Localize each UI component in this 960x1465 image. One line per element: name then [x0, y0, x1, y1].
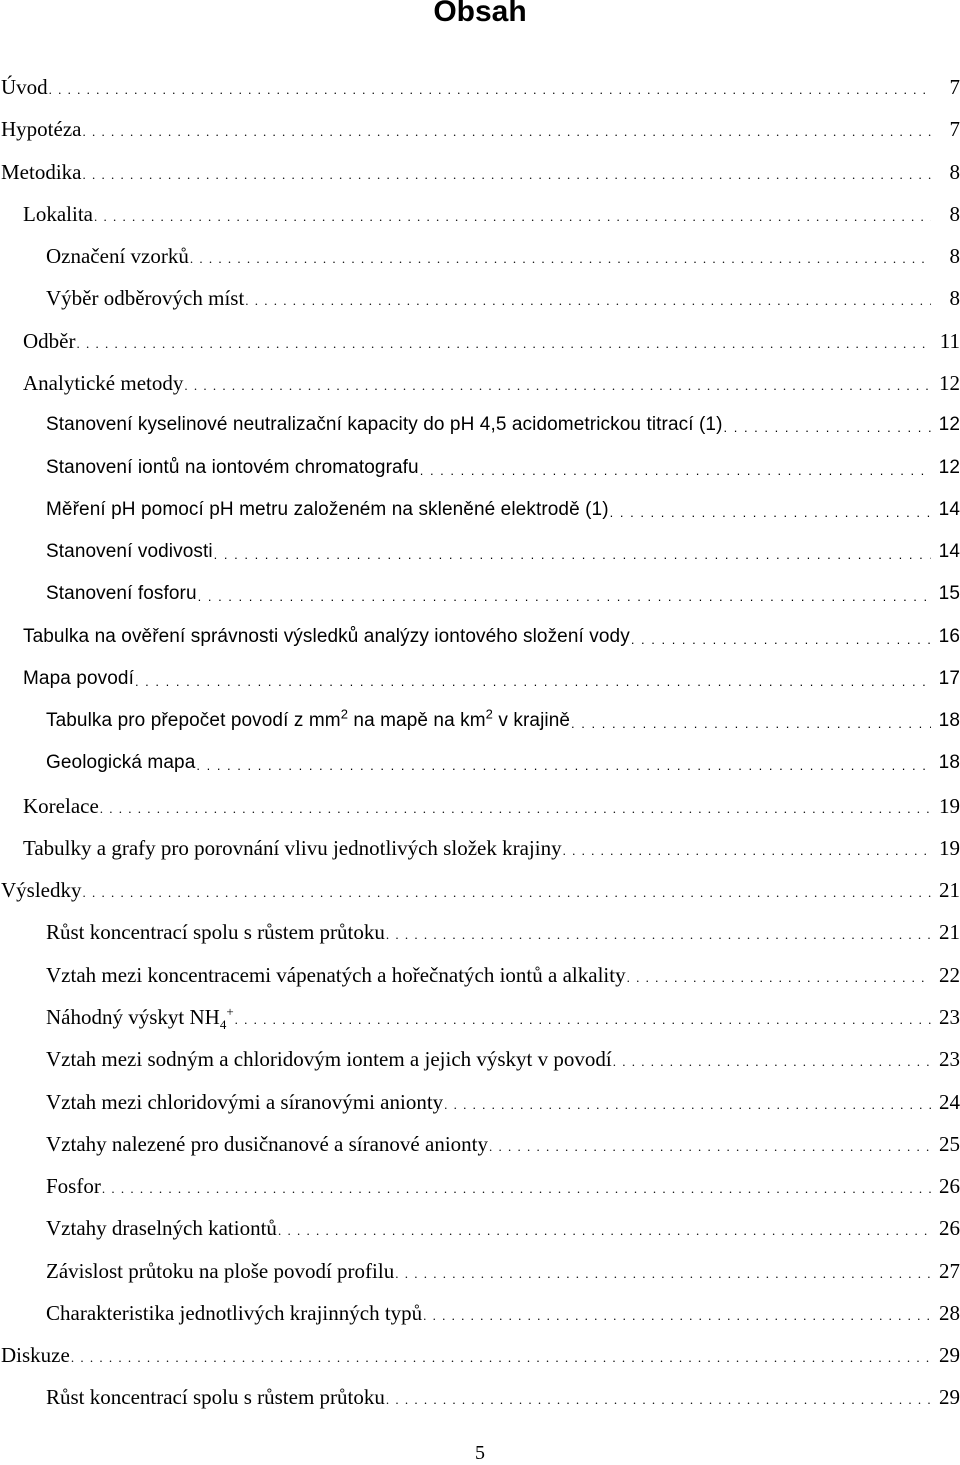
toc-entry[interactable] [0, 700, 960, 742]
toc-entry-text: Mapa povodí [23, 667, 134, 689]
toc-page-number: 11 [939, 328, 960, 353]
toc-page-number: 29 [939, 1385, 960, 1410]
toc-entry-title [1, 878, 82, 902]
toc-entry[interactable] [0, 1376, 960, 1418]
toc-entry[interactable] [0, 362, 960, 404]
toc-entry[interactable] [0, 615, 960, 657]
toc-entry-title [23, 202, 93, 226]
dot-leader [724, 416, 932, 440]
toc-page-number: 23 [939, 1047, 960, 1072]
dot-leader [135, 670, 931, 694]
toc-entry-title [46, 1132, 488, 1156]
toc-entry-text: Lokalita [23, 201, 93, 226]
toc-entry-superscript: 2 [485, 706, 494, 722]
dot-leader [102, 1177, 931, 1201]
toc-page-number: 27 [939, 1258, 960, 1283]
dot-leader [613, 1050, 931, 1074]
toc-entry[interactable] [0, 66, 960, 108]
dot-leader [631, 628, 931, 652]
toc-entry[interactable] [0, 446, 960, 488]
toc-entry-title [46, 1090, 443, 1114]
toc-entry-text: Stanovení fosforu [46, 583, 197, 605]
toc-entry-text: Výběr odběrových míst [46, 286, 245, 311]
toc-entry[interactable] [0, 827, 960, 869]
toc-page-number: 14 [938, 498, 960, 520]
toc-entry-text: Diskuze [1, 1343, 70, 1368]
toc-page-number: 21 [939, 920, 960, 945]
toc-entry-title [23, 836, 562, 860]
toc-entry-title [46, 1047, 612, 1071]
toc-entry-text: Vztah mezi sodným a chloridovým iontem a jejich výskyt v povodí [46, 1047, 612, 1072]
toc-page-number: 26 [939, 1216, 960, 1241]
dot-leader [49, 78, 931, 102]
toc-entry-text: Geologická mapa [46, 752, 196, 774]
toc-entry-text: Růst koncentrací spolu s růstem průtoku [46, 1385, 385, 1410]
toc-entry-text: Tabulky a grafy pro porovnání vlivu jednotlivých složek krajiny [23, 835, 562, 860]
toc-entry-title [23, 329, 75, 353]
dot-leader [386, 1388, 931, 1412]
toc-page-number: 18 [938, 752, 960, 774]
toc-entry-title [46, 1174, 101, 1198]
toc-entry-subscript: 4 [219, 1017, 227, 1033]
toc-entry-superscript: 2 [340, 706, 349, 722]
toc-page-number: 12 [938, 456, 960, 478]
toc-entry[interactable] [0, 404, 960, 446]
toc-entry[interactable] [0, 785, 960, 827]
toc-entry-text: Hypotéza [1, 117, 82, 142]
toc-entry[interactable] [0, 1038, 960, 1080]
toc-entry-title [1, 160, 81, 184]
toc-entry[interactable] [0, 1165, 960, 1207]
dot-leader [82, 163, 931, 187]
toc-entry-text: Vztah mezi chloridovými a síranovými anionty [46, 1089, 444, 1114]
toc-entry-title [46, 1216, 277, 1240]
toc-entry[interactable] [0, 996, 960, 1038]
toc-entry-text: Stanovení iontů na iontovém chromatografu [46, 456, 419, 478]
dot-leader [627, 966, 931, 990]
toc-entry-title [46, 244, 189, 268]
toc-entry[interactable] [0, 1080, 960, 1122]
page-title: Obsah [433, 0, 527, 28]
toc-entry[interactable] [0, 277, 960, 319]
table-of-contents [0, 66, 960, 1419]
dot-leader [71, 1346, 931, 1370]
toc-entry-title [46, 456, 419, 480]
toc-entry-text: Úvod [1, 75, 48, 100]
dot-leader [423, 1304, 931, 1328]
toc-entry-text: Tabulka na ověření správnosti výsledků analýzy iontového složení vody [23, 625, 630, 647]
toc-entry-title [46, 498, 609, 522]
toc-page-number: 7 [949, 117, 960, 142]
toc-entry[interactable] [0, 1334, 960, 1376]
toc-entry-title [46, 413, 723, 437]
toc-entry-text: na mapě na km [348, 710, 486, 732]
toc-entry-title [1, 75, 48, 99]
toc-page-number: 25 [939, 1131, 960, 1156]
dot-leader [245, 289, 931, 313]
dot-leader [214, 543, 931, 567]
dot-leader [76, 332, 931, 356]
toc-entry[interactable] [0, 151, 960, 193]
toc-entry-text: Fosfor [46, 1174, 101, 1199]
toc-entry-title [23, 371, 183, 395]
toc-entry[interactable] [0, 1292, 960, 1334]
dot-leader [94, 205, 931, 229]
toc-entry-text: Analytické metody [23, 370, 184, 395]
dot-leader [395, 1262, 931, 1286]
dot-leader [198, 585, 931, 609]
page-number: 5 [475, 1442, 485, 1464]
dot-leader [235, 1008, 931, 1032]
toc-entry[interactable] [0, 489, 960, 531]
toc-page-number: 8 [949, 286, 960, 311]
toc-page-number: 29 [939, 1343, 960, 1368]
toc-entry[interactable] [0, 573, 960, 615]
toc-entry-text: Tabulka pro přepočet povodí z mm [46, 710, 341, 732]
toc-entry[interactable] [0, 954, 960, 996]
toc-entry[interactable] [0, 531, 960, 573]
toc-entry-text: Vztah mezi koncentracemi vápenatých a hořečnatých iontů a alkality [46, 962, 626, 987]
toc-entry-superscript: + [226, 1003, 234, 1019]
toc-page-number: 19 [939, 793, 960, 818]
toc-page-number: 12 [938, 414, 960, 436]
toc-entry-text: Vztahy nalezené pro dusičnanové a síranové anionty [46, 1131, 488, 1156]
dot-leader [100, 797, 931, 821]
toc-page-number: 22 [939, 962, 960, 987]
toc-entry-title [46, 706, 571, 733]
toc-page-number: 14 [938, 541, 960, 563]
toc-page-number: 26 [939, 1174, 960, 1199]
toc-entry-title [46, 1259, 394, 1283]
toc-page-number: 23 [939, 1004, 960, 1029]
dot-leader [420, 459, 931, 483]
toc-entry-title [23, 625, 630, 649]
dot-leader [489, 1135, 931, 1159]
toc-entry-title [1, 117, 81, 141]
toc-entry-title [46, 963, 626, 987]
toc-page-number: 8 [949, 244, 960, 269]
toc-page-number: 28 [939, 1300, 960, 1325]
toc-entry-text: Měření pH pomocí pH metru založeném na skleněné elektrodě (1) [46, 498, 609, 520]
toc-entry-text: v krajině [493, 710, 571, 732]
toc-page-number: 15 [938, 583, 960, 605]
toc-entry-text: Stanovení kyselinové neutralizační kapacity do pH 4,5 acidometrickou titrací (1) [46, 414, 723, 436]
toc-entry-text: Výsledky [1, 878, 82, 903]
dot-leader [386, 923, 931, 947]
toc-entry[interactable] [0, 911, 960, 953]
dot-leader [444, 1093, 931, 1117]
dot-leader [571, 712, 931, 736]
dot-leader [563, 839, 931, 863]
toc-page-number: 16 [938, 625, 960, 647]
toc-entry[interactable] [0, 193, 960, 235]
toc-entry[interactable] [0, 742, 960, 784]
toc-page-number: 8 [949, 159, 960, 184]
toc-entry-title [23, 667, 134, 691]
toc-entry[interactable] [0, 869, 960, 911]
toc-entry-text: Vztahy draselných kationtů [46, 1216, 277, 1241]
toc-entry-title [46, 1385, 385, 1409]
toc-entry-text: Metodika [1, 159, 82, 184]
toc-entry[interactable] [0, 1207, 960, 1249]
toc-entry[interactable] [0, 1249, 960, 1291]
toc-entry[interactable] [0, 1123, 960, 1165]
toc-page-number: 12 [939, 370, 960, 395]
toc-entry-title [46, 1301, 422, 1325]
toc-entry-title [46, 286, 244, 310]
dot-leader [190, 247, 931, 271]
dot-leader [196, 754, 931, 778]
toc-entry[interactable] [0, 108, 960, 150]
dot-leader [83, 881, 932, 905]
toc-entry[interactable] [0, 235, 960, 277]
toc-entry-text: Růst koncentrací spolu s růstem průtoku [46, 920, 385, 945]
toc-entry-text: Náhodný výskyt NH [46, 1004, 220, 1029]
toc-entry-title [46, 1003, 234, 1033]
toc-entry-title [46, 751, 195, 775]
toc-page-number: 24 [939, 1089, 960, 1114]
toc-page-number: 17 [938, 667, 960, 689]
toc-entry-title [46, 540, 213, 564]
toc-entry-text: Odběr [23, 328, 76, 353]
toc-entry-text: Označení vzorků [46, 244, 189, 269]
toc-entry-title [1, 1343, 70, 1367]
dot-leader [278, 1219, 931, 1243]
toc-page-number: 19 [939, 835, 960, 860]
toc-entry-text: Korelace [23, 793, 99, 818]
toc-entry-title [46, 920, 385, 944]
toc-entry-title [23, 794, 99, 818]
toc-page-number: 18 [938, 710, 960, 732]
toc-page-number: 7 [949, 75, 960, 100]
toc-page-number: 8 [949, 201, 960, 226]
toc-entry-title [46, 582, 197, 606]
toc-entry-text: Charakteristika jednotlivých krajinných typů [46, 1300, 423, 1325]
toc-entry-text: Závislost průtoku na ploše povodí profilu [46, 1258, 395, 1283]
toc-entry-text: Stanovení vodivosti [46, 541, 213, 563]
dot-leader [82, 120, 931, 144]
toc-page-number: 21 [939, 878, 960, 903]
dot-leader [610, 501, 931, 525]
toc-entry[interactable] [0, 320, 960, 362]
dot-leader [184, 374, 931, 398]
toc-entry[interactable] [0, 658, 960, 700]
